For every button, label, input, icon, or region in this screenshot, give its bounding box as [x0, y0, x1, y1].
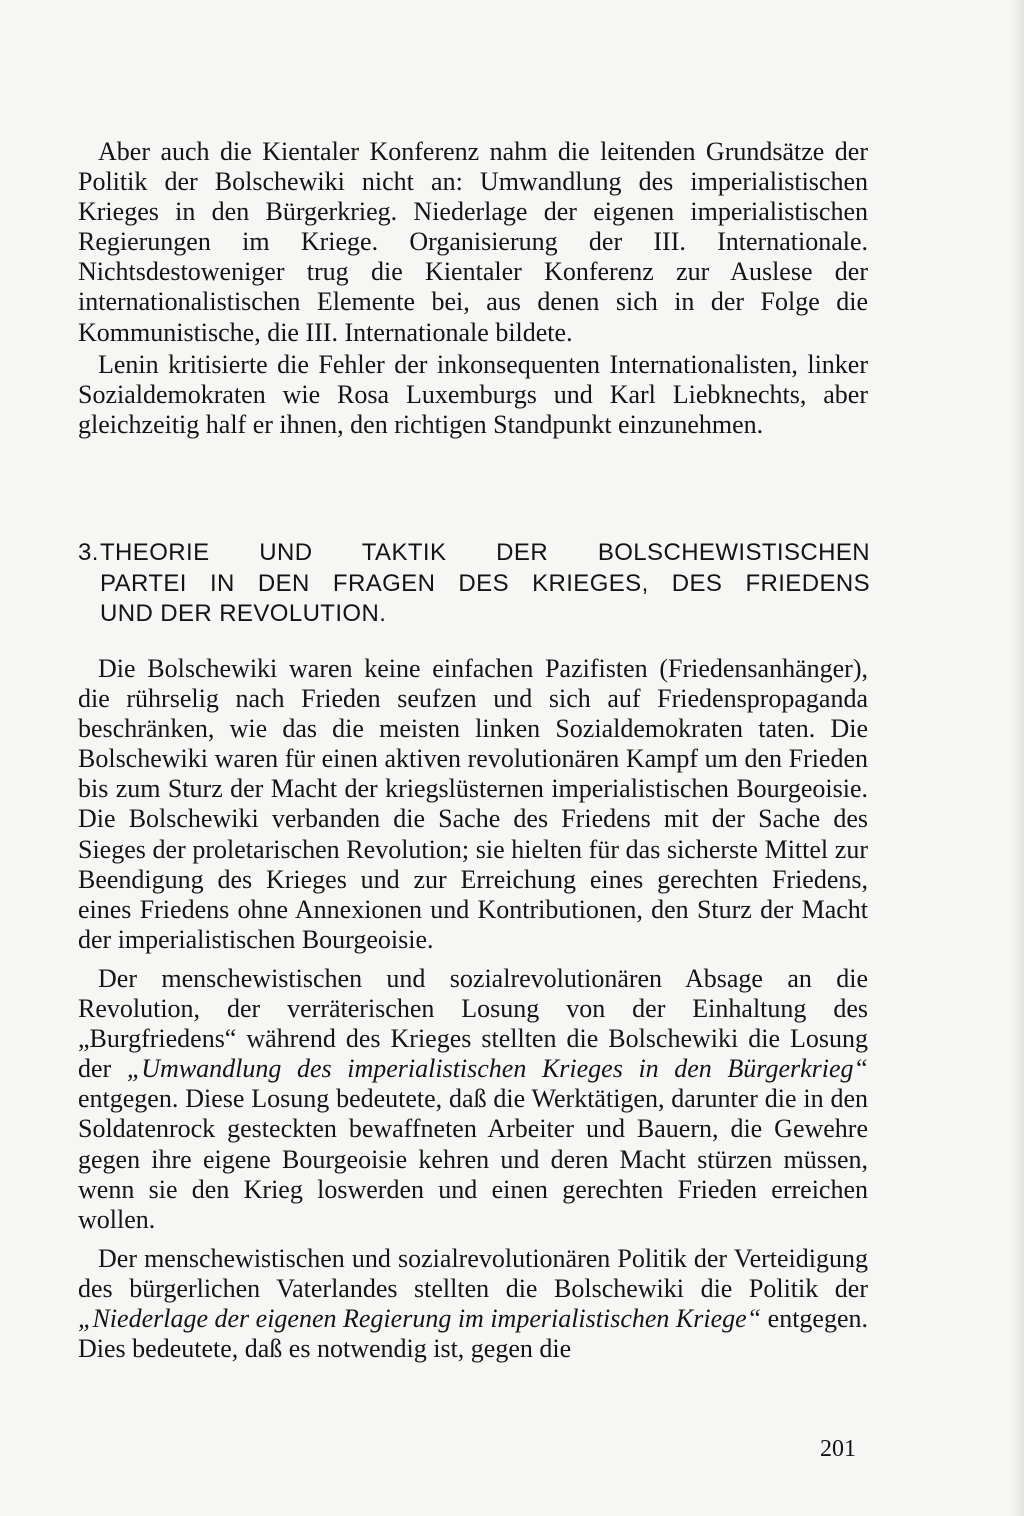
section-2-text	[78, 654, 868, 1364]
heading-number: 3.	[78, 539, 99, 566]
paragraph-kientaler-konferenz: Aber auch die Kientaler Konferenz nahm die leitenden Grundsätze der Politik der Bolschewiki nicht an: Umwandlung des imperialistischen Krieges in den Bürgerkrieg. Niederlage der eigenen imperialistischen Regierungen im Kriege. Organisierung der III. Internationale. Nichtsdestoweniger trug die Kientaler Konferenz zur Auslese der internationalistischen Elemente bei, aus denen sich in der Folge die Kommunistische, die III. Internationale bildete.	[78, 137, 868, 347]
paragraph-niederlage: Der menschewistischen und sozialrevolutionären Politik der Verteidigung des bürgerlichen Vaterlandes stellten die Bolschewiki die Politik der „Niederlage der eigenen Regierung im imperialistischen Kriege“ entgegen. Dies bedeutete, daß es notwendig ist, gegen die	[78, 1243, 869, 1364]
heading-line-3: UND DER REVOLUTION.	[100, 600, 387, 627]
section-heading	[78, 538, 870, 630]
heading-line-1: 3.THEORIE UND TAKTIK DER BOLSCHEWISTISCHEN	[100, 538, 870, 569]
paragraph-umwandlung: Der menschewistischen und sozialrevolutionären Absage an die Revolution, der verräterischen Losung von der Einhaltung des „Burgfriedens“ während des Krieges stellten die Bolschewiki die Losung der „Umwandlung des imperialistischen Krieges in den Bürgerkrieg“ entgegen. Diese Losung bedeutete, daß die Werktätigen, darunter die in den Soldatenrock gesteckten bewaffneten Arbeiter und Bauern, die Gewehre gegen ihre eigene Bourgeoisie kehren und deren Macht stürzen müssen, wenn sie den Krieg loswerden und einen gerechten Frieden erreichen wollen.	[78, 963, 868, 1234]
heading-line-2: PARTEI IN DEN FRAGEN DES KRIEGES, DES FRIEDENS	[100, 569, 870, 597]
page-edge-shadow	[1010, 0, 1024, 1516]
page-number: 201	[820, 1436, 856, 1462]
paragraph-bolschewiki-pazifisten: Die Bolschewiki waren keine einfachen Pazifisten (Friedensanhänger), die rührselig nach Frieden seufzen und sich auf Friedenspropaganda beschränken, wie das die meisten linken Sozialdemokraten taten. Die Bolschewiki waren für einen aktiven revolutionären Kampf um den Frieden bis zum Sturz der Macht der kriegslüsternen imperialistischen Bourgeoisie. Die Bolschewiki verbanden die Sache des Friedens mit der Sache des Sieges der proletarischen Revolution; sie hielten für das sicherste Mittel zur Beendigung des Krieges und zur Erreichung eines gerechten Friedens, eines Friedens ohne Annexionen und Kontributionen, den Sturz der Macht der imperialistischen Bourgeoisie.	[78, 654, 868, 954]
italic-slogan-umwandlung: „Umwandlung des imperialistischen Krieges in den Bürgerkrieg“	[126, 1054, 868, 1084]
section-1-text	[78, 137, 868, 440]
italic-slogan-niederlage: „Niederlage der eigenen Regierung im imperialistischen Kriege“	[78, 1303, 762, 1333]
paragraph-lenin-kritik: Lenin kritisierte die Fehler der inkonsequenten Internationalisten, linker Sozialdemokraten wie Rosa Luxemburgs und Karl Liebknechts, aber gleichzeitig half er ihnen, den richtigen Standpunkt einzunehmen.	[78, 349, 868, 439]
